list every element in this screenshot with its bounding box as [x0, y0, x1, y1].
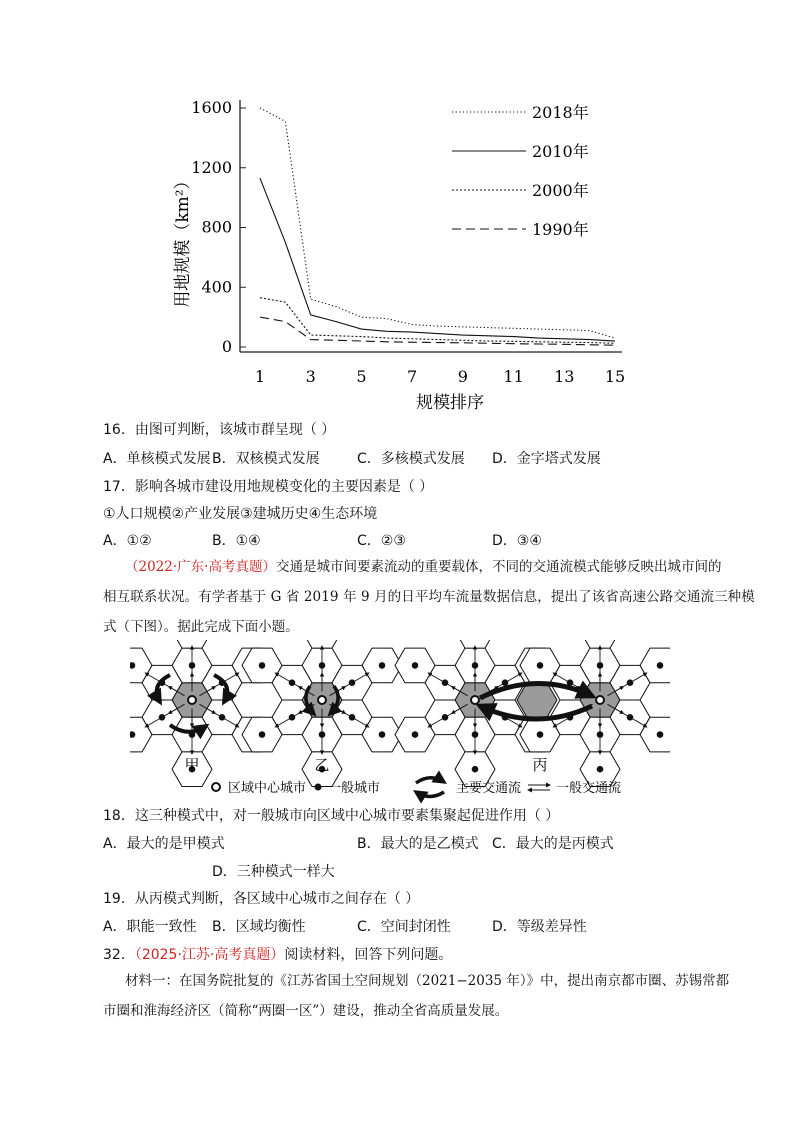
general-city [472, 766, 479, 773]
q18-option-a[interactable]: A．最大的是甲模式 [103, 836, 225, 852]
q19-option-d[interactable]: D．等级差异性 [492, 919, 587, 935]
passage-line2: 相互联系状况。有学者基于 G 省 2019 年 9 月的日平均车流量数据信息，提出了该省高速公路交通流三种模 [103, 589, 755, 605]
general-city [537, 662, 544, 669]
question-18-stem: 18．这三种模式中，对一般城市向区域中心城市要素集聚起促进作用（ ） [103, 808, 560, 824]
material-line2: 市圈和淮海经济区（简称“两圈一区”）建设，推动全省高质量发展。 [103, 1003, 509, 1019]
q18-option-d[interactable]: D．三种模式一样大 [212, 864, 335, 880]
series-line-1 [260, 178, 615, 341]
legend-label-2: 2000年 [532, 181, 589, 200]
general-city [259, 662, 266, 669]
regional-center-city [596, 696, 604, 704]
y-tick-label: 1200 [191, 157, 232, 177]
general-city [657, 731, 664, 738]
y-tick-label: 800 [201, 217, 232, 237]
x-tick-label: 5 [356, 367, 367, 386]
q18-option-c[interactable]: C．最大的是丙模式 [492, 836, 614, 852]
diagram-label-jia: 甲 [184, 756, 200, 774]
y-tick-label: 1600 [191, 98, 232, 117]
x-tick-label: 13 [554, 367, 575, 386]
x-axis-label: 规模排序 [416, 393, 484, 413]
legend-general-flow-label: 一般交通流 [556, 781, 622, 796]
general-city [597, 766, 604, 773]
general-city [259, 731, 266, 738]
q16-option-a[interactable]: A．单核模式发展 [103, 451, 211, 467]
legend-label-0: 2018年 [532, 103, 589, 122]
q32-number: 32． [103, 947, 135, 963]
q19-option-a[interactable]: A．职能一致性 [103, 919, 197, 935]
legend-center-city-label: 区域中心城市 [228, 781, 307, 796]
q17-option-a[interactable]: A．①② [103, 533, 152, 549]
general-city [412, 731, 419, 738]
general-city [657, 662, 664, 669]
hex-link-cell [517, 683, 557, 718]
q17-option-c[interactable]: C．②③ [357, 533, 406, 549]
legend-general-city-label: 一般城市 [328, 781, 381, 796]
q16-option-c[interactable]: C．多核模式发展 [357, 451, 465, 467]
legend-center-city-symbol [212, 783, 220, 791]
general-city [379, 662, 386, 669]
q16-option-b[interactable]: B．双核模式发展 [212, 451, 320, 467]
land-scale-line-chart [160, 90, 640, 420]
question-19-stem: 19．从丙模式判断，各区域中心城市之间存在（ ） [103, 891, 420, 907]
q18-option-b[interactable]: B．最大的是乙模式 [357, 836, 479, 852]
x-tick-label: 3 [305, 367, 316, 386]
q17-option-d[interactable]: D．③④ [492, 533, 542, 549]
q32-source: （2025·江苏·高考真题） [134, 947, 285, 963]
legend-label-1: 2010年 [532, 142, 589, 161]
passage-line3: 式（下图）。据此完成下面小题。 [103, 619, 299, 635]
series-line-3 [260, 317, 615, 345]
regional-center-city [318, 696, 326, 704]
material-line1: 材料一：在国务院批复的《江苏省国土空间规划（2021−2035 年）》中，提出南京都市圈、苏锡常都 [125, 973, 730, 989]
x-tick-label: 15 [604, 367, 626, 386]
y-axis-label: 用地规模（km²） [173, 172, 193, 308]
passage [103, 552, 755, 642]
question-16-stem: 16．由图可判断，该城市群呈现（ ） [103, 422, 336, 438]
legend-label-3: 1990年 [532, 220, 589, 239]
general-city [537, 731, 544, 738]
passage-source: （2022·广东·高考真题） [125, 559, 276, 575]
traffic-flow-diagram [130, 640, 670, 805]
legend-general-flow-symbol [528, 785, 550, 790]
regional-center-city [471, 696, 479, 704]
question-17-stem: 17．影响各城市建设用地规模变化的主要因素是（ ） [103, 479, 434, 495]
legend-general-city-symbol [315, 784, 322, 791]
question-32-stem [103, 945, 452, 965]
diagram-label-bing: 丙 [532, 756, 548, 774]
passage-line1: 交通是城市间要素流动的重要载体，不同的交通流模式能够反映出城市间的 [275, 559, 722, 575]
q19-option-c[interactable]: C．空间封闭性 [357, 919, 451, 935]
x-tick-label: 9 [457, 367, 468, 386]
x-tick-label: 11 [503, 367, 524, 386]
q16-option-d[interactable]: D．金字塔式发展 [492, 451, 601, 467]
q32-stem-text: 阅读材料，回答下列问题。 [284, 947, 453, 963]
x-tick-label: 1 [254, 367, 266, 386]
q17-option-b[interactable]: B．①④ [212, 533, 261, 549]
legend-main-flow-label: 主要交通流 [456, 781, 522, 796]
q19-option-b[interactable]: B．区域均衡性 [212, 919, 306, 935]
diagram-legend [212, 778, 621, 797]
x-tick-label: 7 [407, 367, 418, 386]
legend-main-flow-symbol [416, 778, 444, 797]
regional-center-city [188, 696, 196, 704]
y-tick-label: 0 [221, 337, 232, 356]
material-one [103, 966, 730, 1026]
question-17-items: ①人口规模②产业发展③建城历史④生态环境 [103, 506, 378, 522]
series-line-2 [260, 298, 615, 344]
y-tick-label: 400 [201, 277, 232, 297]
diagram-label-yi: 乙 [314, 756, 330, 774]
general-city [412, 662, 419, 669]
general-city [379, 731, 386, 738]
